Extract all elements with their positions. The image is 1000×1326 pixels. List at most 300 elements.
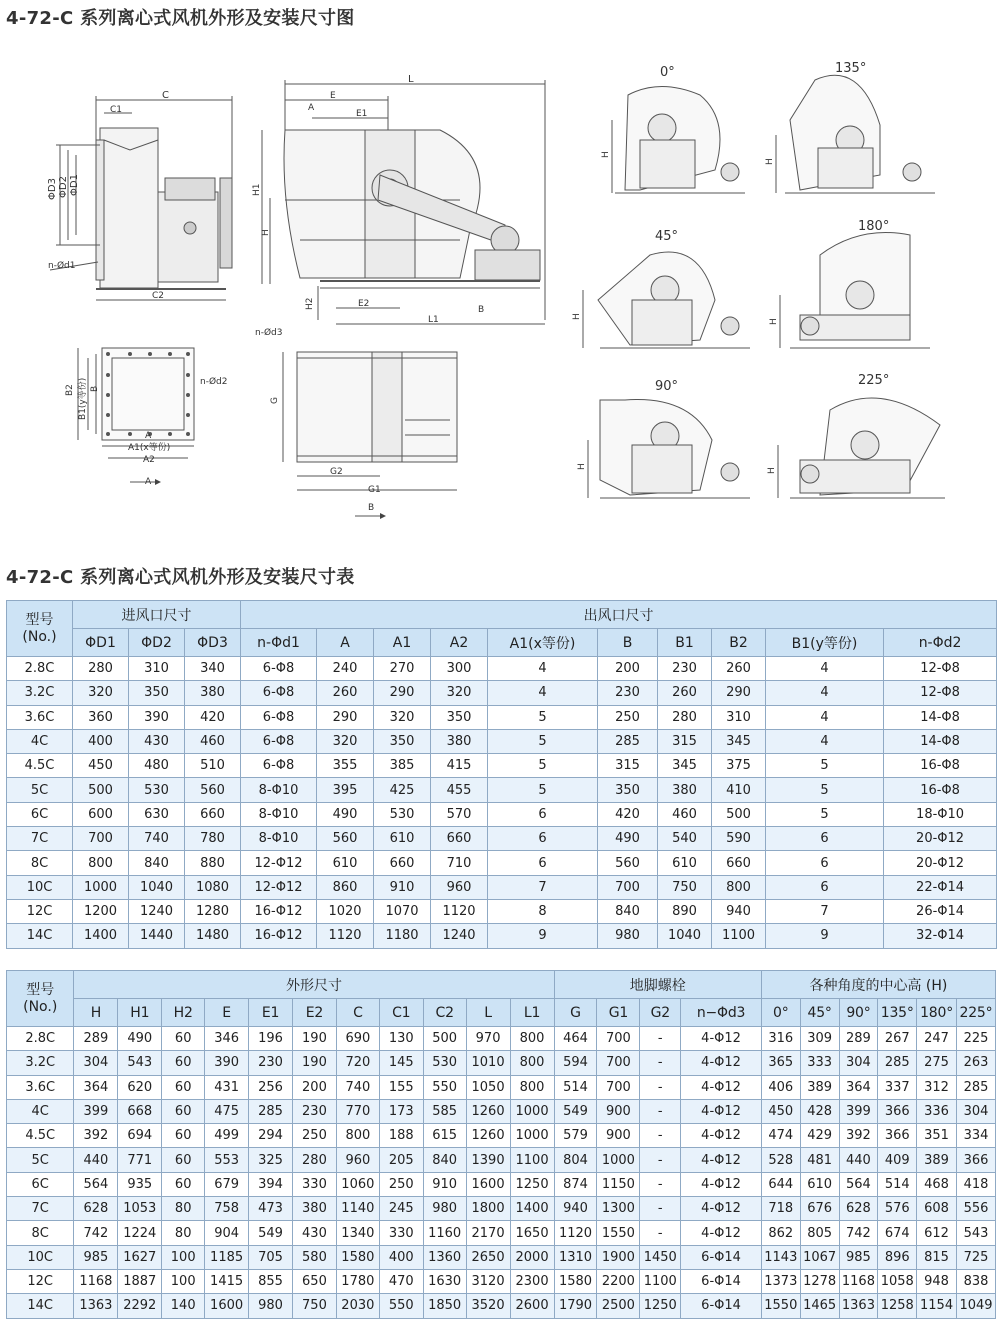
- table-cell: 1140: [336, 1197, 379, 1221]
- table-cell: 1450: [640, 1245, 681, 1269]
- table-cell: -: [640, 1124, 681, 1148]
- table-cell: 530: [423, 1051, 466, 1075]
- table-cell: 425: [374, 778, 431, 802]
- table-cell: 549: [554, 1099, 597, 1123]
- table-cell: 290: [374, 681, 431, 705]
- table-cell: 365: [761, 1051, 800, 1075]
- table-cell: 380: [431, 729, 488, 753]
- table-cell: 225: [956, 1027, 995, 1051]
- table-cell: 5: [766, 778, 884, 802]
- label-angle-180: 180°: [858, 219, 890, 234]
- table-cell: 399: [74, 1099, 118, 1123]
- column-header: C: [336, 999, 379, 1027]
- table-cell: 890: [658, 899, 712, 923]
- label-h-135: H: [765, 158, 775, 165]
- table-cell: 1224: [118, 1221, 162, 1245]
- table-cell: 250: [598, 705, 658, 729]
- table-row: [7, 1221, 996, 1245]
- table-cell: 600: [73, 802, 129, 826]
- label-h-180: H: [769, 318, 779, 325]
- model-header-text: 型号 (No.): [23, 981, 58, 1015]
- label-h1: H1: [252, 183, 262, 196]
- table-cell: 948: [917, 1269, 957, 1293]
- table-cell: 610: [374, 827, 431, 851]
- table-cell: 390: [205, 1051, 249, 1075]
- table-cell: 514: [554, 1075, 597, 1099]
- column-header: B: [598, 629, 658, 657]
- table-cell: 608: [917, 1197, 957, 1221]
- table-cell: 500: [712, 802, 766, 826]
- model-header: [7, 971, 74, 1027]
- table-cell: 7: [766, 899, 884, 923]
- table-row: [7, 681, 997, 705]
- label-angle-225: 225°: [858, 373, 890, 388]
- table-cell: 4-Φ12: [681, 1099, 762, 1123]
- table-cell: 410: [712, 778, 766, 802]
- table-cell: 2500: [597, 1294, 640, 1318]
- table-cell: 700: [73, 827, 129, 851]
- table-cell: 940: [554, 1197, 597, 1221]
- table-cell: 285: [878, 1051, 917, 1075]
- table-row: [7, 899, 997, 923]
- model-cell: 12C: [7, 1269, 74, 1293]
- table-cell: 316: [761, 1027, 800, 1051]
- table-cell: 315: [598, 754, 658, 778]
- table-cell: -: [640, 1027, 681, 1051]
- table-cell: 450: [73, 754, 129, 778]
- table-cell: -: [640, 1172, 681, 1196]
- table-cell: 543: [118, 1051, 162, 1075]
- table-cell: 840: [129, 851, 185, 875]
- table-cell: 440: [74, 1148, 118, 1172]
- table-cell: 420: [598, 802, 658, 826]
- table-cell: 431: [205, 1075, 249, 1099]
- label-h: H: [261, 229, 271, 236]
- table-cell: 312: [917, 1075, 957, 1099]
- table-cell: 60: [162, 1172, 205, 1196]
- table-cell: 550: [423, 1075, 466, 1099]
- model-cell: 10C: [7, 1245, 74, 1269]
- table-cell: 514: [878, 1172, 917, 1196]
- table-cell: 364: [74, 1075, 118, 1099]
- table-cell: 556: [956, 1197, 995, 1221]
- table-cell: 750: [658, 875, 712, 899]
- table-cell: 285: [598, 729, 658, 753]
- column-header: C2: [423, 999, 466, 1027]
- column-header: E1: [249, 999, 293, 1027]
- table-cell: 1415: [205, 1269, 249, 1293]
- table-cell: 395: [317, 778, 374, 802]
- label-c1: C1: [110, 105, 123, 115]
- column-header: G1: [597, 999, 640, 1027]
- table-cell: 364: [839, 1075, 878, 1099]
- label-b: B: [478, 305, 485, 315]
- table-cell: 700: [598, 875, 658, 899]
- table-cell: 430: [129, 729, 185, 753]
- table-cell: 549: [249, 1221, 293, 1245]
- table-cell: 4-Φ12: [681, 1148, 762, 1172]
- table-cell: 985: [74, 1245, 118, 1269]
- table-cell: 16-Φ12: [241, 924, 317, 948]
- table-cell: 610: [658, 851, 712, 875]
- table-cell: 800: [712, 875, 766, 899]
- model-header-text: 型号 (No.): [22, 611, 57, 645]
- label-a1x: A1(x等份): [128, 443, 171, 453]
- table-cell: 14-Φ8: [884, 729, 997, 753]
- table-cell: 985: [839, 1245, 878, 1269]
- table-cell: 1160: [423, 1221, 466, 1245]
- table-cell: 3120: [466, 1269, 510, 1293]
- table-cell: 758: [205, 1197, 249, 1221]
- table-cell: 1168: [74, 1269, 118, 1293]
- table-cell: 674: [878, 1221, 917, 1245]
- table-cell: 2000: [510, 1245, 554, 1269]
- table-cell: 100: [162, 1245, 205, 1269]
- model-cell: 10C: [7, 875, 73, 899]
- table-cell: 4-Φ12: [681, 1075, 762, 1099]
- table-cell: 309: [800, 1027, 839, 1051]
- label-angle-0: 0°: [660, 65, 675, 80]
- table-cell: 5: [766, 754, 884, 778]
- table-cell: 429: [800, 1124, 839, 1148]
- table-cell: 710: [431, 851, 488, 875]
- table-cell: 1168: [839, 1269, 878, 1293]
- table-cell: 2200: [597, 1269, 640, 1293]
- label-nd3: n-Ød3: [255, 328, 283, 338]
- table-cell: 1260: [466, 1099, 510, 1123]
- column-header: n-Φd1: [241, 629, 317, 657]
- column-header-row: [7, 999, 996, 1027]
- label-arrow-b: B: [368, 503, 375, 513]
- table-cell: 155: [379, 1075, 423, 1099]
- table-cell: 630: [129, 802, 185, 826]
- table-cell: 130: [379, 1027, 423, 1051]
- table-cell: 1070: [374, 899, 431, 923]
- table-cell: 310: [712, 705, 766, 729]
- table-cell: 1480: [185, 924, 241, 948]
- table-cell: 2600: [510, 1294, 554, 1318]
- table-cell: 320: [73, 681, 129, 705]
- table-cell: 250: [379, 1172, 423, 1196]
- table-cell: 333: [800, 1051, 839, 1075]
- table-cell: 1363: [839, 1294, 878, 1318]
- table-cell: 285: [249, 1099, 293, 1123]
- table-cell: 1900: [597, 1245, 640, 1269]
- table-cell: 1790: [554, 1294, 597, 1318]
- table-cell: 1067: [800, 1245, 839, 1269]
- table-title: 4-72-C 系列离心式风机外形及安装尺寸表: [6, 567, 355, 588]
- table-row: [7, 1269, 996, 1293]
- table-cell: 230: [249, 1051, 293, 1075]
- table-cell: 418: [956, 1172, 995, 1196]
- table-cell: 660: [431, 827, 488, 851]
- table-cell: 840: [598, 899, 658, 923]
- table-cell: 200: [292, 1075, 336, 1099]
- model-cell: 3.2C: [7, 681, 73, 705]
- label-c: C: [162, 90, 169, 101]
- table-cell: 5: [488, 729, 598, 753]
- table-cell: 2030: [336, 1294, 379, 1318]
- table-cell: 360: [73, 705, 129, 729]
- table-cell: 392: [839, 1124, 878, 1148]
- table-row: [7, 1148, 996, 1172]
- table-cell: -: [640, 1099, 681, 1123]
- table-cell: 705: [249, 1245, 293, 1269]
- table-cell: 304: [839, 1051, 878, 1075]
- table-cell: 3520: [466, 1294, 510, 1318]
- table-cell: 375: [712, 754, 766, 778]
- table-cell: 8-Φ10: [241, 802, 317, 826]
- table-cell: 2292: [118, 1294, 162, 1318]
- table-row: [7, 827, 997, 851]
- table-cell: 1053: [118, 1197, 162, 1221]
- table-cell: 350: [129, 681, 185, 705]
- table-cell: 805: [800, 1221, 839, 1245]
- table-cell: 628: [839, 1197, 878, 1221]
- table-cell: 904: [205, 1221, 249, 1245]
- table-row: [7, 1075, 996, 1099]
- table-cell: 1258: [878, 1294, 917, 1318]
- outline-group-header: 外形尺寸: [74, 971, 554, 999]
- table-cell: 1100: [510, 1148, 554, 1172]
- table-cell: 275: [917, 1051, 957, 1075]
- column-header: A: [317, 629, 374, 657]
- table-row: [7, 1294, 996, 1318]
- table-cell: 440: [839, 1148, 878, 1172]
- table-cell: 250: [292, 1124, 336, 1148]
- table-cell: 196: [249, 1027, 293, 1051]
- table-cell: 340: [185, 657, 241, 681]
- table-cell: 4-Φ12: [681, 1027, 762, 1051]
- table-cell: 650: [292, 1269, 336, 1293]
- column-header: n-Φd2: [884, 629, 997, 657]
- table-cell: 475: [205, 1099, 249, 1123]
- table-cell: 1250: [640, 1294, 681, 1318]
- table-cell: 80: [162, 1221, 205, 1245]
- table-cell: 460: [658, 802, 712, 826]
- label-nd2: n-Ød2: [200, 377, 228, 387]
- table-cell: 473: [249, 1197, 293, 1221]
- table-cell: 464: [554, 1027, 597, 1051]
- table-cell: 896: [878, 1245, 917, 1269]
- table-row: [7, 1197, 996, 1221]
- table-cell: 500: [73, 778, 129, 802]
- column-header: ΦD3: [185, 629, 241, 657]
- table-cell: 8-Φ10: [241, 778, 317, 802]
- table-cell: 5: [488, 778, 598, 802]
- table-cell: 694: [118, 1124, 162, 1148]
- label-b-inlet: B: [90, 385, 100, 392]
- table-row: [7, 924, 997, 948]
- table-cell: 980: [249, 1294, 293, 1318]
- table-cell: 1400: [73, 924, 129, 948]
- table-cell: 1650: [510, 1221, 554, 1245]
- table-cell: 628: [74, 1197, 118, 1221]
- label-d3: ΦD3: [47, 178, 58, 200]
- table-cell: 4-Φ12: [681, 1221, 762, 1245]
- table-cell: 14-Φ8: [884, 705, 997, 729]
- table-cell: 200: [598, 657, 658, 681]
- table-cell: 1200: [73, 899, 129, 923]
- table-cell: 1600: [466, 1172, 510, 1196]
- table-cell: 320: [374, 705, 431, 729]
- dimension-drawing: [0, 0, 1000, 540]
- table-cell: 499: [205, 1124, 249, 1148]
- table-cell: 1058: [878, 1269, 917, 1293]
- table-cell: 16-Φ8: [884, 754, 997, 778]
- table-cell: 420: [185, 705, 241, 729]
- table-cell: 576: [878, 1197, 917, 1221]
- table-cell: 6-Φ8: [241, 705, 317, 729]
- model-cell: 4.5C: [7, 1124, 74, 1148]
- table-cell: 260: [317, 681, 374, 705]
- table-cell: 6-Φ8: [241, 754, 317, 778]
- table-cell: 490: [317, 802, 374, 826]
- table-cell: 610: [800, 1172, 839, 1196]
- table-cell: 660: [712, 851, 766, 875]
- table-cell: 12-Φ8: [884, 657, 997, 681]
- table-body: [7, 657, 997, 949]
- table-cell: 12-Φ12: [241, 851, 317, 875]
- table-cell: 1154: [917, 1294, 957, 1318]
- table-cell: 720: [336, 1051, 379, 1075]
- table-cell: 742: [74, 1221, 118, 1245]
- label-d2: ΦD2: [58, 176, 69, 198]
- column-header: ΦD2: [129, 629, 185, 657]
- table-cell: 880: [185, 851, 241, 875]
- table-cell: 1100: [712, 924, 766, 948]
- table-cell: 20-Φ12: [884, 851, 997, 875]
- table-cell: 620: [118, 1075, 162, 1099]
- table-cell: 245: [379, 1197, 423, 1221]
- drawing-title: 4-72-C 系列离心式风机外形及安装尺寸图: [6, 8, 355, 29]
- model-cell: 6C: [7, 1172, 74, 1196]
- label-g1: G1: [368, 485, 381, 495]
- table-cell: 940: [712, 899, 766, 923]
- table-cell: 188: [379, 1124, 423, 1148]
- table-cell: 676: [800, 1197, 839, 1221]
- column-header: C1: [379, 999, 423, 1027]
- table-cell: 550: [379, 1294, 423, 1318]
- label-c2: C2: [152, 291, 165, 301]
- table-cell: 140: [162, 1294, 205, 1318]
- table-cell: 315: [658, 729, 712, 753]
- table-cell: 16-Φ12: [241, 899, 317, 923]
- table-cell: 389: [917, 1148, 957, 1172]
- column-header: G2: [640, 999, 681, 1027]
- label-g2: G2: [330, 467, 343, 477]
- label-h-45: H: [572, 313, 582, 320]
- column-header: H1: [118, 999, 162, 1027]
- table-cell: 700: [597, 1051, 640, 1075]
- table-cell: 800: [336, 1124, 379, 1148]
- table-cell: 750: [292, 1294, 336, 1318]
- table-body: [7, 1027, 996, 1319]
- table-cell: 1360: [423, 1245, 466, 1269]
- table-cell: 389: [800, 1075, 839, 1099]
- column-header: G: [554, 999, 597, 1027]
- column-header: A1(x等份): [488, 629, 598, 657]
- table-cell: 351: [917, 1124, 957, 1148]
- table-cell: 60: [162, 1051, 205, 1075]
- table-cell: 1040: [129, 875, 185, 899]
- label-nd1: n-Ød1: [48, 261, 76, 271]
- table-cell: 285: [956, 1075, 995, 1099]
- column-header: H2: [162, 999, 205, 1027]
- table-cell: 366: [956, 1148, 995, 1172]
- column-header: E2: [292, 999, 336, 1027]
- table-cell: 1010: [466, 1051, 510, 1075]
- table-cell: 334: [956, 1124, 995, 1148]
- table-cell: 2300: [510, 1269, 554, 1293]
- table-cell: 12-Φ12: [241, 875, 317, 899]
- table-cell: 1000: [510, 1099, 554, 1123]
- table-cell: 256: [249, 1075, 293, 1099]
- table-cell: 280: [658, 705, 712, 729]
- table-cell: 679: [205, 1172, 249, 1196]
- table-cell: 910: [374, 875, 431, 899]
- table-row: [7, 705, 997, 729]
- table-cell: 280: [73, 657, 129, 681]
- table-cell: 4-Φ12: [681, 1051, 762, 1075]
- table-cell: 337: [878, 1075, 917, 1099]
- table-cell: 804: [554, 1148, 597, 1172]
- table-cell: 190: [292, 1051, 336, 1075]
- table-cell: 8: [488, 899, 598, 923]
- table-cell: 4: [766, 657, 884, 681]
- table-cell: 346: [205, 1027, 249, 1051]
- outline-dimensions-table: [6, 970, 996, 1319]
- outlet-group-header: 出风口尺寸: [241, 601, 997, 629]
- table-cell: 610: [317, 851, 374, 875]
- model-cell: 8C: [7, 1221, 74, 1245]
- table-cell: 455: [431, 778, 488, 802]
- table-cell: 980: [598, 924, 658, 948]
- table-cell: 1120: [431, 899, 488, 923]
- table-cell: 1627: [118, 1245, 162, 1269]
- column-header: E: [205, 999, 249, 1027]
- table-cell: 6-Φ8: [241, 681, 317, 705]
- inlet-group-header: 进风口尺寸: [73, 601, 241, 629]
- table-cell: 290: [712, 681, 766, 705]
- table-cell: 700: [597, 1027, 640, 1051]
- table-cell: 700: [597, 1075, 640, 1099]
- model-cell: 2.8C: [7, 657, 73, 681]
- table-cell: 5: [766, 802, 884, 826]
- table-cell: 4-Φ12: [681, 1172, 762, 1196]
- table-cell: 390: [129, 705, 185, 729]
- table-cell: 32-Φ14: [884, 924, 997, 948]
- table-cell: 740: [129, 827, 185, 851]
- table-cell: 6: [766, 851, 884, 875]
- table-cell: 874: [554, 1172, 597, 1196]
- table-cell: 6: [488, 802, 598, 826]
- table-cell: 289: [839, 1027, 878, 1051]
- table-cell: 800: [73, 851, 129, 875]
- model-cell: 4C: [7, 729, 73, 753]
- table-cell: 900: [597, 1124, 640, 1148]
- table-cell: 6-Φ14: [681, 1245, 762, 1269]
- table-cell: 247: [917, 1027, 957, 1051]
- table-cell: 12-Φ8: [884, 681, 997, 705]
- column-header: ΦD1: [73, 629, 129, 657]
- table-cell: 1400: [510, 1197, 554, 1221]
- table-cell: 1100: [640, 1269, 681, 1293]
- inlet-outlet-table: [6, 600, 997, 949]
- table-cell: 260: [712, 657, 766, 681]
- table-cell: 740: [336, 1075, 379, 1099]
- table-cell: 570: [431, 802, 488, 826]
